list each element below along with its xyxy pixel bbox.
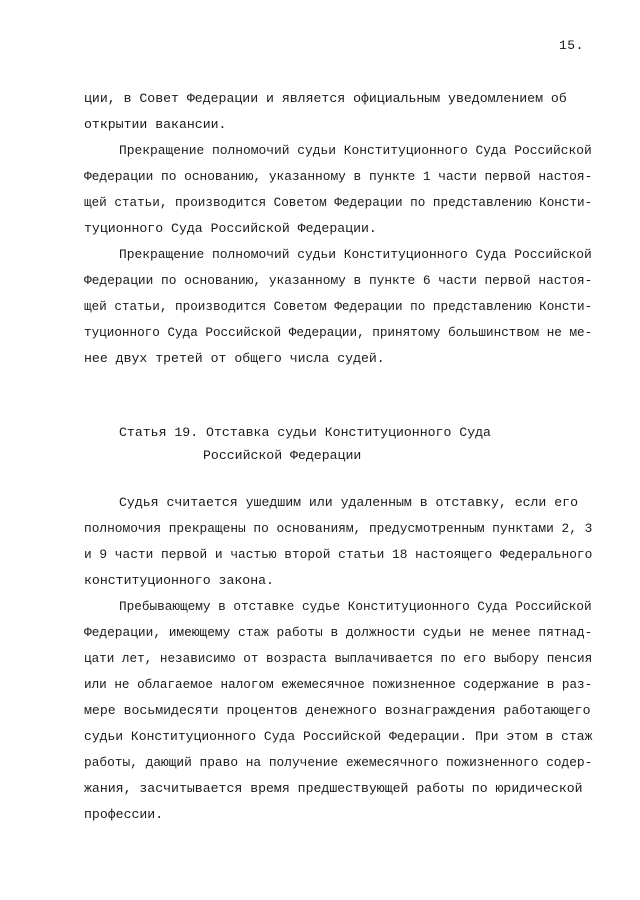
paragraph-4-line: и 9 части первой и частью второй статьи 18 настоящего Федерального bbox=[84, 547, 593, 562]
paragraph-5-line: Федерации, имеющему стаж работы в должности судьи не менее пятнад- bbox=[84, 625, 593, 640]
paragraph-2-line: Федерации по основанию, указанному в пункте 1 части первой настоя- bbox=[84, 169, 593, 184]
paragraph-2-line: Прекращение полномочий судьи Конституционного Суда Российской bbox=[119, 143, 592, 158]
paragraph-4-line: конституционного закона. bbox=[84, 573, 274, 588]
paragraph-3-line: Федерации по основанию, указанному в пункте 6 части первой настоя- bbox=[84, 273, 593, 288]
paragraph-1-line: ции, в Совет Федерации и является официальным уведомлением об bbox=[84, 91, 567, 106]
paragraph-1-line: открытии вакансии. bbox=[84, 117, 227, 132]
paragraph-5-line: работы, дающий право на получение ежемесячного пожизненного содер- bbox=[84, 755, 593, 770]
paragraph-3-line: щей статьи, производится Советом Федерации по представлению Консти- bbox=[84, 299, 593, 314]
paragraph-4-line: полномочия прекращены по основаниям, предусмотренным пунктами 2, 3 bbox=[84, 521, 593, 536]
paragraph-5-line: жания, засчитывается время предшествующей работы по юридической bbox=[84, 781, 583, 796]
paragraph-5-line: профессии. bbox=[84, 807, 164, 822]
paragraph-5-line: мере восьмидесяти процентов денежного вознаграждения работающего bbox=[84, 703, 591, 718]
paragraph-5-line: или не облагаемое налогом ежемесячное пожизненное содержание в раз- bbox=[84, 677, 593, 692]
paragraph-5-line: судьи Конституционного Суда Российской Федерации. При этом в стаж bbox=[84, 729, 593, 744]
paragraph-2-line: щей статьи, производится Советом Федерации по представлению Консти- bbox=[84, 195, 593, 210]
article-heading-line: Статья 19. Отставка судьи Конституционного Суда bbox=[119, 425, 491, 440]
paragraph-4-line: Судья считается ушедшим или удаленным в отставку, если его bbox=[119, 495, 578, 510]
paragraph-3-line: туционного Суда Российской Федерации, принятому большинством не ме- bbox=[84, 325, 593, 340]
paragraph-3-line: Прекращение полномочий судьи Конституционного Суда Российской bbox=[119, 247, 592, 262]
article-heading-line: Российской Федерации bbox=[203, 448, 362, 463]
paragraph-5-line: Пребывающему в отставке судье Конституционного Суда Российской bbox=[119, 599, 592, 614]
paragraph-5-line: цати лет, независимо от возраста выплачивается по его выбору пенсия bbox=[84, 651, 593, 666]
page-number: 15. bbox=[559, 38, 584, 53]
paragraph-3-line: нее двух третей от общего числа судей. bbox=[84, 351, 385, 366]
paragraph-2-line: туционного Суда Российской Федерации. bbox=[84, 221, 377, 236]
